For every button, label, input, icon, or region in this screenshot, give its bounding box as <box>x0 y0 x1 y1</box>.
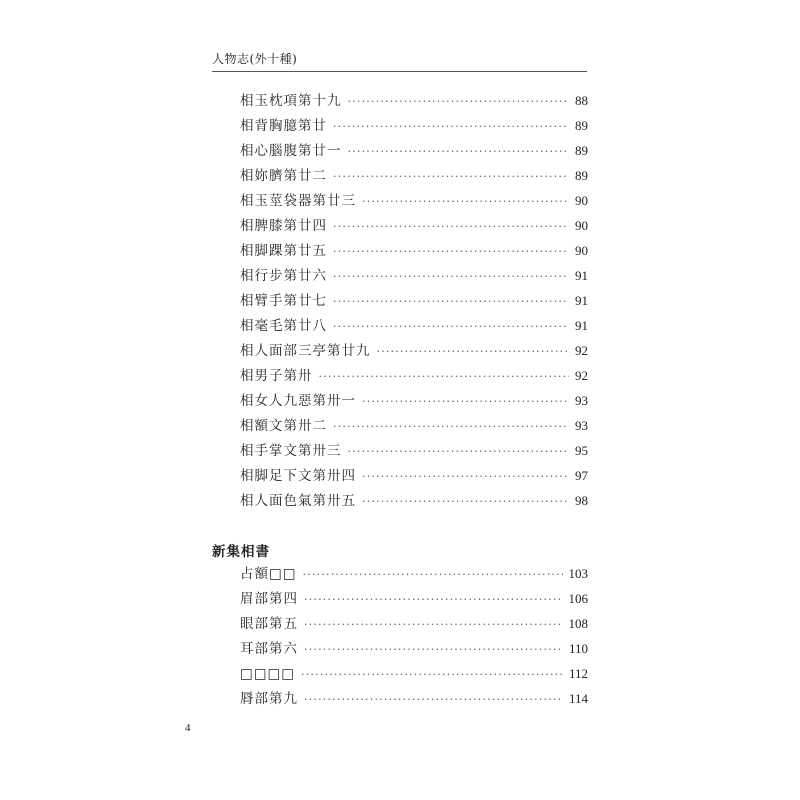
dot-leader <box>348 142 570 162</box>
toc-entry-title: 相行步第廿六 <box>240 268 327 284</box>
toc-entry[interactable] <box>240 441 588 461</box>
toc-entry-title: 相臂手第廿七 <box>240 293 327 309</box>
toc-entry-title: 相玉莖袋器第廿三 <box>240 193 356 209</box>
toc-entry[interactable] <box>240 316 588 336</box>
toc-entry-title: 眉部第四 <box>240 591 298 607</box>
toc-entry-page: 97 <box>575 468 588 483</box>
dot-leader <box>333 242 569 262</box>
toc-entry[interactable] <box>240 416 588 436</box>
toc-entry-page: 114 <box>568 691 588 706</box>
toc-entry-page: 89 <box>575 168 588 183</box>
toc-entry-title: 相心腦腹第廿一 <box>240 143 342 159</box>
dot-leader <box>377 342 570 362</box>
toc-entry-title: 脣部第九 <box>240 691 298 707</box>
dot-leader <box>348 92 570 112</box>
toc-entry-title: 相脚足下文第卅四 <box>240 468 356 484</box>
toc-entry-title: 眼部第五 <box>240 616 298 632</box>
toc-entry-title: 相人面部三亭第廿九 <box>240 343 371 359</box>
toc-entry[interactable] <box>240 391 588 411</box>
toc-entry[interactable] <box>240 291 588 311</box>
toc-entry-page: 89 <box>575 118 588 133</box>
dot-leader <box>362 467 569 487</box>
toc-entry[interactable] <box>240 341 588 361</box>
toc-entry-page: 93 <box>575 418 588 433</box>
toc-entry-title: 相脾膝第廿四 <box>240 218 327 234</box>
toc-entry[interactable] <box>240 639 588 659</box>
dot-leader <box>303 565 563 585</box>
toc-entry[interactable] <box>240 614 588 634</box>
toc-entry-page: 110 <box>568 641 588 656</box>
toc-entry-title: 占額□□ <box>240 566 297 582</box>
dot-leader <box>304 590 563 610</box>
dot-leader <box>304 615 563 635</box>
toc-entry[interactable] <box>240 366 588 386</box>
dot-leader <box>333 167 569 187</box>
toc-entry-title: 相妳臍第廿二 <box>240 168 327 184</box>
toc-entry-title: 相背胸臆第廿 <box>240 118 327 134</box>
toc-entry-page: 89 <box>575 143 588 158</box>
toc-entry-title: 耳部第六 <box>240 641 298 657</box>
toc-entry-page: 91 <box>575 293 588 308</box>
toc-entry[interactable] <box>240 166 588 186</box>
dot-leader <box>362 192 569 212</box>
toc-entry-page: 90 <box>575 243 588 258</box>
dot-leader <box>304 640 563 660</box>
toc-entry-page: 103 <box>568 566 588 581</box>
toc-entry-title: □□□□ <box>240 666 296 682</box>
page-number: 4 <box>185 722 191 734</box>
dot-leader <box>304 690 563 710</box>
toc-entry[interactable] <box>240 116 588 136</box>
toc-entry[interactable] <box>240 564 588 584</box>
toc-entry[interactable] <box>240 491 588 511</box>
toc-entry-title: 相毫毛第廿八 <box>240 318 327 334</box>
toc-entry-title: 相手掌文第卅三 <box>240 443 342 459</box>
toc-entry[interactable] <box>240 91 588 111</box>
toc-entry-page: 98 <box>575 493 588 508</box>
toc-entry-page: 106 <box>568 591 588 606</box>
dot-leader <box>319 367 570 387</box>
running-header <box>212 50 587 72</box>
running-title: 人物志(外十種) <box>212 52 298 66</box>
toc-entry-page: 90 <box>575 193 588 208</box>
dot-leader <box>333 417 569 437</box>
toc-entry-page: 91 <box>575 318 588 333</box>
toc-entry-title: 相男子第卅 <box>240 368 313 384</box>
section-heading: 新集相書 <box>212 544 270 560</box>
dot-leader <box>333 317 569 337</box>
toc-entry[interactable] <box>240 466 588 486</box>
toc-entry[interactable] <box>240 664 588 684</box>
toc-entry-page: 108 <box>568 616 588 631</box>
toc-entry[interactable] <box>240 589 588 609</box>
dot-leader <box>333 217 569 237</box>
dot-leader <box>301 665 563 685</box>
toc-entry[interactable] <box>240 689 588 709</box>
toc-entry-title: 相脚踝第廿五 <box>240 243 327 259</box>
dot-leader <box>348 442 570 462</box>
dot-leader <box>362 392 569 412</box>
toc-entry-page: 90 <box>575 218 588 233</box>
toc-entry[interactable] <box>240 266 588 286</box>
dot-leader <box>362 492 569 512</box>
toc-entry-page: 91 <box>575 268 588 283</box>
toc-entry-page: 88 <box>575 93 588 108</box>
toc-entry[interactable] <box>240 216 588 236</box>
toc-entry-title: 相玉枕項第十九 <box>240 93 342 109</box>
toc-entry-title: 相額文第卅二 <box>240 418 327 434</box>
toc-entry-title: 相人面色氣第卅五 <box>240 493 356 509</box>
dot-leader <box>333 292 569 312</box>
toc-entry-page: 92 <box>575 343 588 358</box>
toc-entry-title: 相女人九惡第卅一 <box>240 393 356 409</box>
dot-leader <box>333 267 569 287</box>
toc-entry[interactable] <box>240 141 588 161</box>
toc-entry-page: 112 <box>568 666 588 681</box>
toc-entry-page: 92 <box>575 368 588 383</box>
toc-entry[interactable] <box>240 191 588 211</box>
toc-entry-page: 93 <box>575 393 588 408</box>
toc-entry-page: 95 <box>575 443 588 458</box>
dot-leader <box>333 117 569 137</box>
toc-entry[interactable] <box>240 241 588 261</box>
